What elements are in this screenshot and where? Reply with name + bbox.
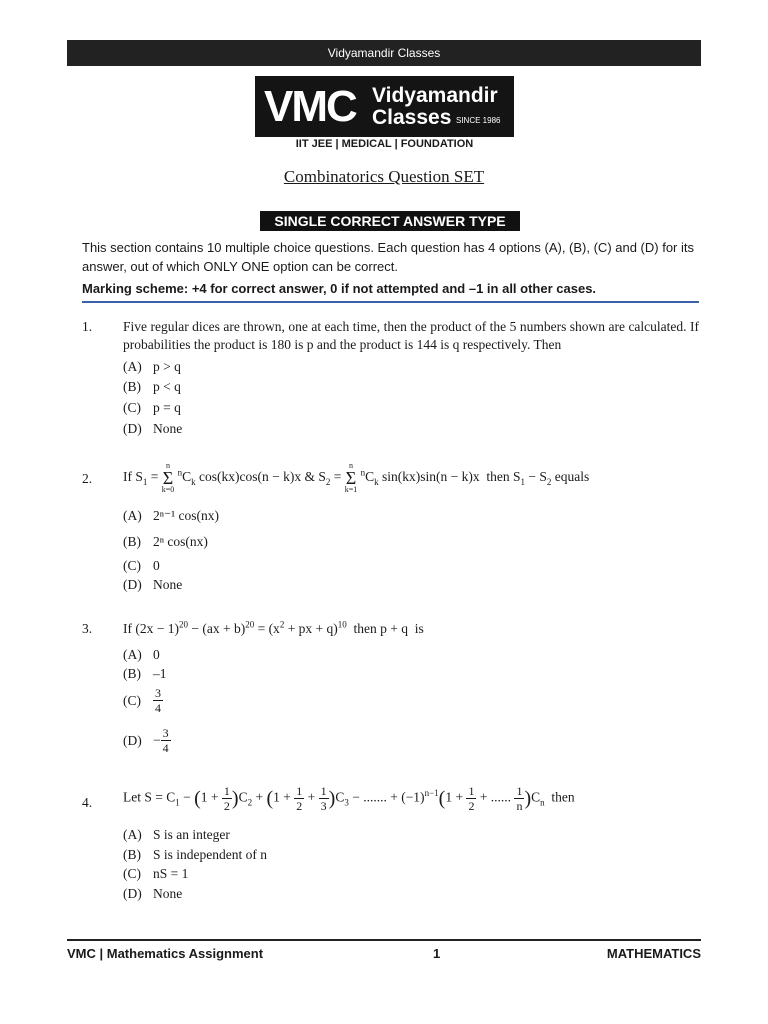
question-number: 4.	[82, 795, 93, 810]
option-d: (D) None	[123, 577, 183, 592]
logo-name-line1: Vidyamandir	[372, 84, 498, 107]
footer-left: VMC | Mathematics Assignment	[67, 946, 264, 961]
logo-since: SINCE 1986	[456, 116, 501, 125]
question-text: Five regular dices are thrown, one at each time, then the product of the 5 numbers shown are calculated. If probabilities the product is 180 is p and the product is 144 is q respectively. Then	[123, 319, 699, 352]
option-a: (A) p > q	[123, 359, 181, 374]
section-type-banner: SINGLE CORRECT ANSWER TYPE	[260, 211, 520, 231]
option-b: (B) 2ⁿ cos(nx)	[123, 534, 208, 549]
option-c: (C) $\frac{3}{4}$	[123, 686, 161, 715]
question-text: If $(2x - 1)^{20} - (ax + b)^{20} = (x^2$ + px + q)$^{10}$ then p + q is	[123, 619, 424, 636]
option-c: (C) 0	[123, 558, 160, 573]
logo-tagline: IIT JEE | MEDICAL | FOUNDATION	[295, 138, 474, 150]
option-a: (A) 2ⁿ⁻¹ cos(nx)	[123, 508, 220, 523]
marking-scheme: Marking scheme: +4 for correct answer, 0 if not attempted and –1 in all other cases.	[82, 281, 597, 296]
divider	[82, 301, 699, 303]
sum-symbol: n Σ k=0	[161, 461, 175, 494]
logo-abbr: VMC	[264, 82, 356, 131]
section-intro: This section contains 10 multiple choice questions. Each question has 4 options (A), (B), (C) and (D) for its answer, out of which ONLY ONE option can be correct.	[82, 240, 695, 274]
option-d: (D) − $\frac{3}{4}$	[123, 726, 169, 755]
question-text: If $S_1 = n$ Σ k=0 $^nC_k$ cos(kx)cos(n − k)x & $S_2 = n$ Σ k=1 $^nC_k$ sin(kx)sin(n − k)x then $S_1 - S_2$ equals	[123, 461, 590, 494]
question-text: Let $S = C_1 - (1$ + $\frac{1}{2}$ )$C_2 + (1$ + $\frac{1}{2}$ + $\frac{1}{3}$ )$C_3$ − ....... + $(-1)^{n-1}(1$ + $\frac{1}{2}$ + ...... $\frac{1}{n}$ )$C_n$ then	[123, 784, 575, 813]
option-d: (D) None	[123, 886, 183, 901]
set-title: Combinatorics Question SET	[283, 167, 485, 186]
footer-rule	[67, 939, 701, 941]
sum-symbol: n Σ k=1	[344, 461, 358, 494]
question-number: 2.	[82, 471, 93, 486]
option-d: (D) None	[123, 421, 183, 436]
option-c: (C) p = q	[123, 400, 181, 415]
header-bar: Vidyamandir Classes	[67, 40, 701, 66]
option-b: (B) S is independent of n	[123, 847, 267, 862]
fraction: $\frac{3}{4}$	[162, 726, 169, 755]
option-a: (A) 0	[123, 647, 160, 662]
option-a: (A) S is an integer	[123, 827, 230, 842]
question-number: 1.	[82, 319, 93, 334]
option-c: (C) nS = 1	[123, 866, 189, 881]
fraction: $\frac{3}{4}$	[155, 686, 161, 715]
question-number: 3.	[82, 621, 93, 636]
logo-name-line2: Classes	[372, 106, 452, 129]
vmc-logo	[255, 76, 514, 137]
option-b: (B) p < q	[123, 379, 181, 394]
page-number: 1	[433, 946, 441, 961]
option-b: (B) –1	[123, 666, 167, 681]
footer-right: MATHEMATICS	[606, 946, 701, 961]
